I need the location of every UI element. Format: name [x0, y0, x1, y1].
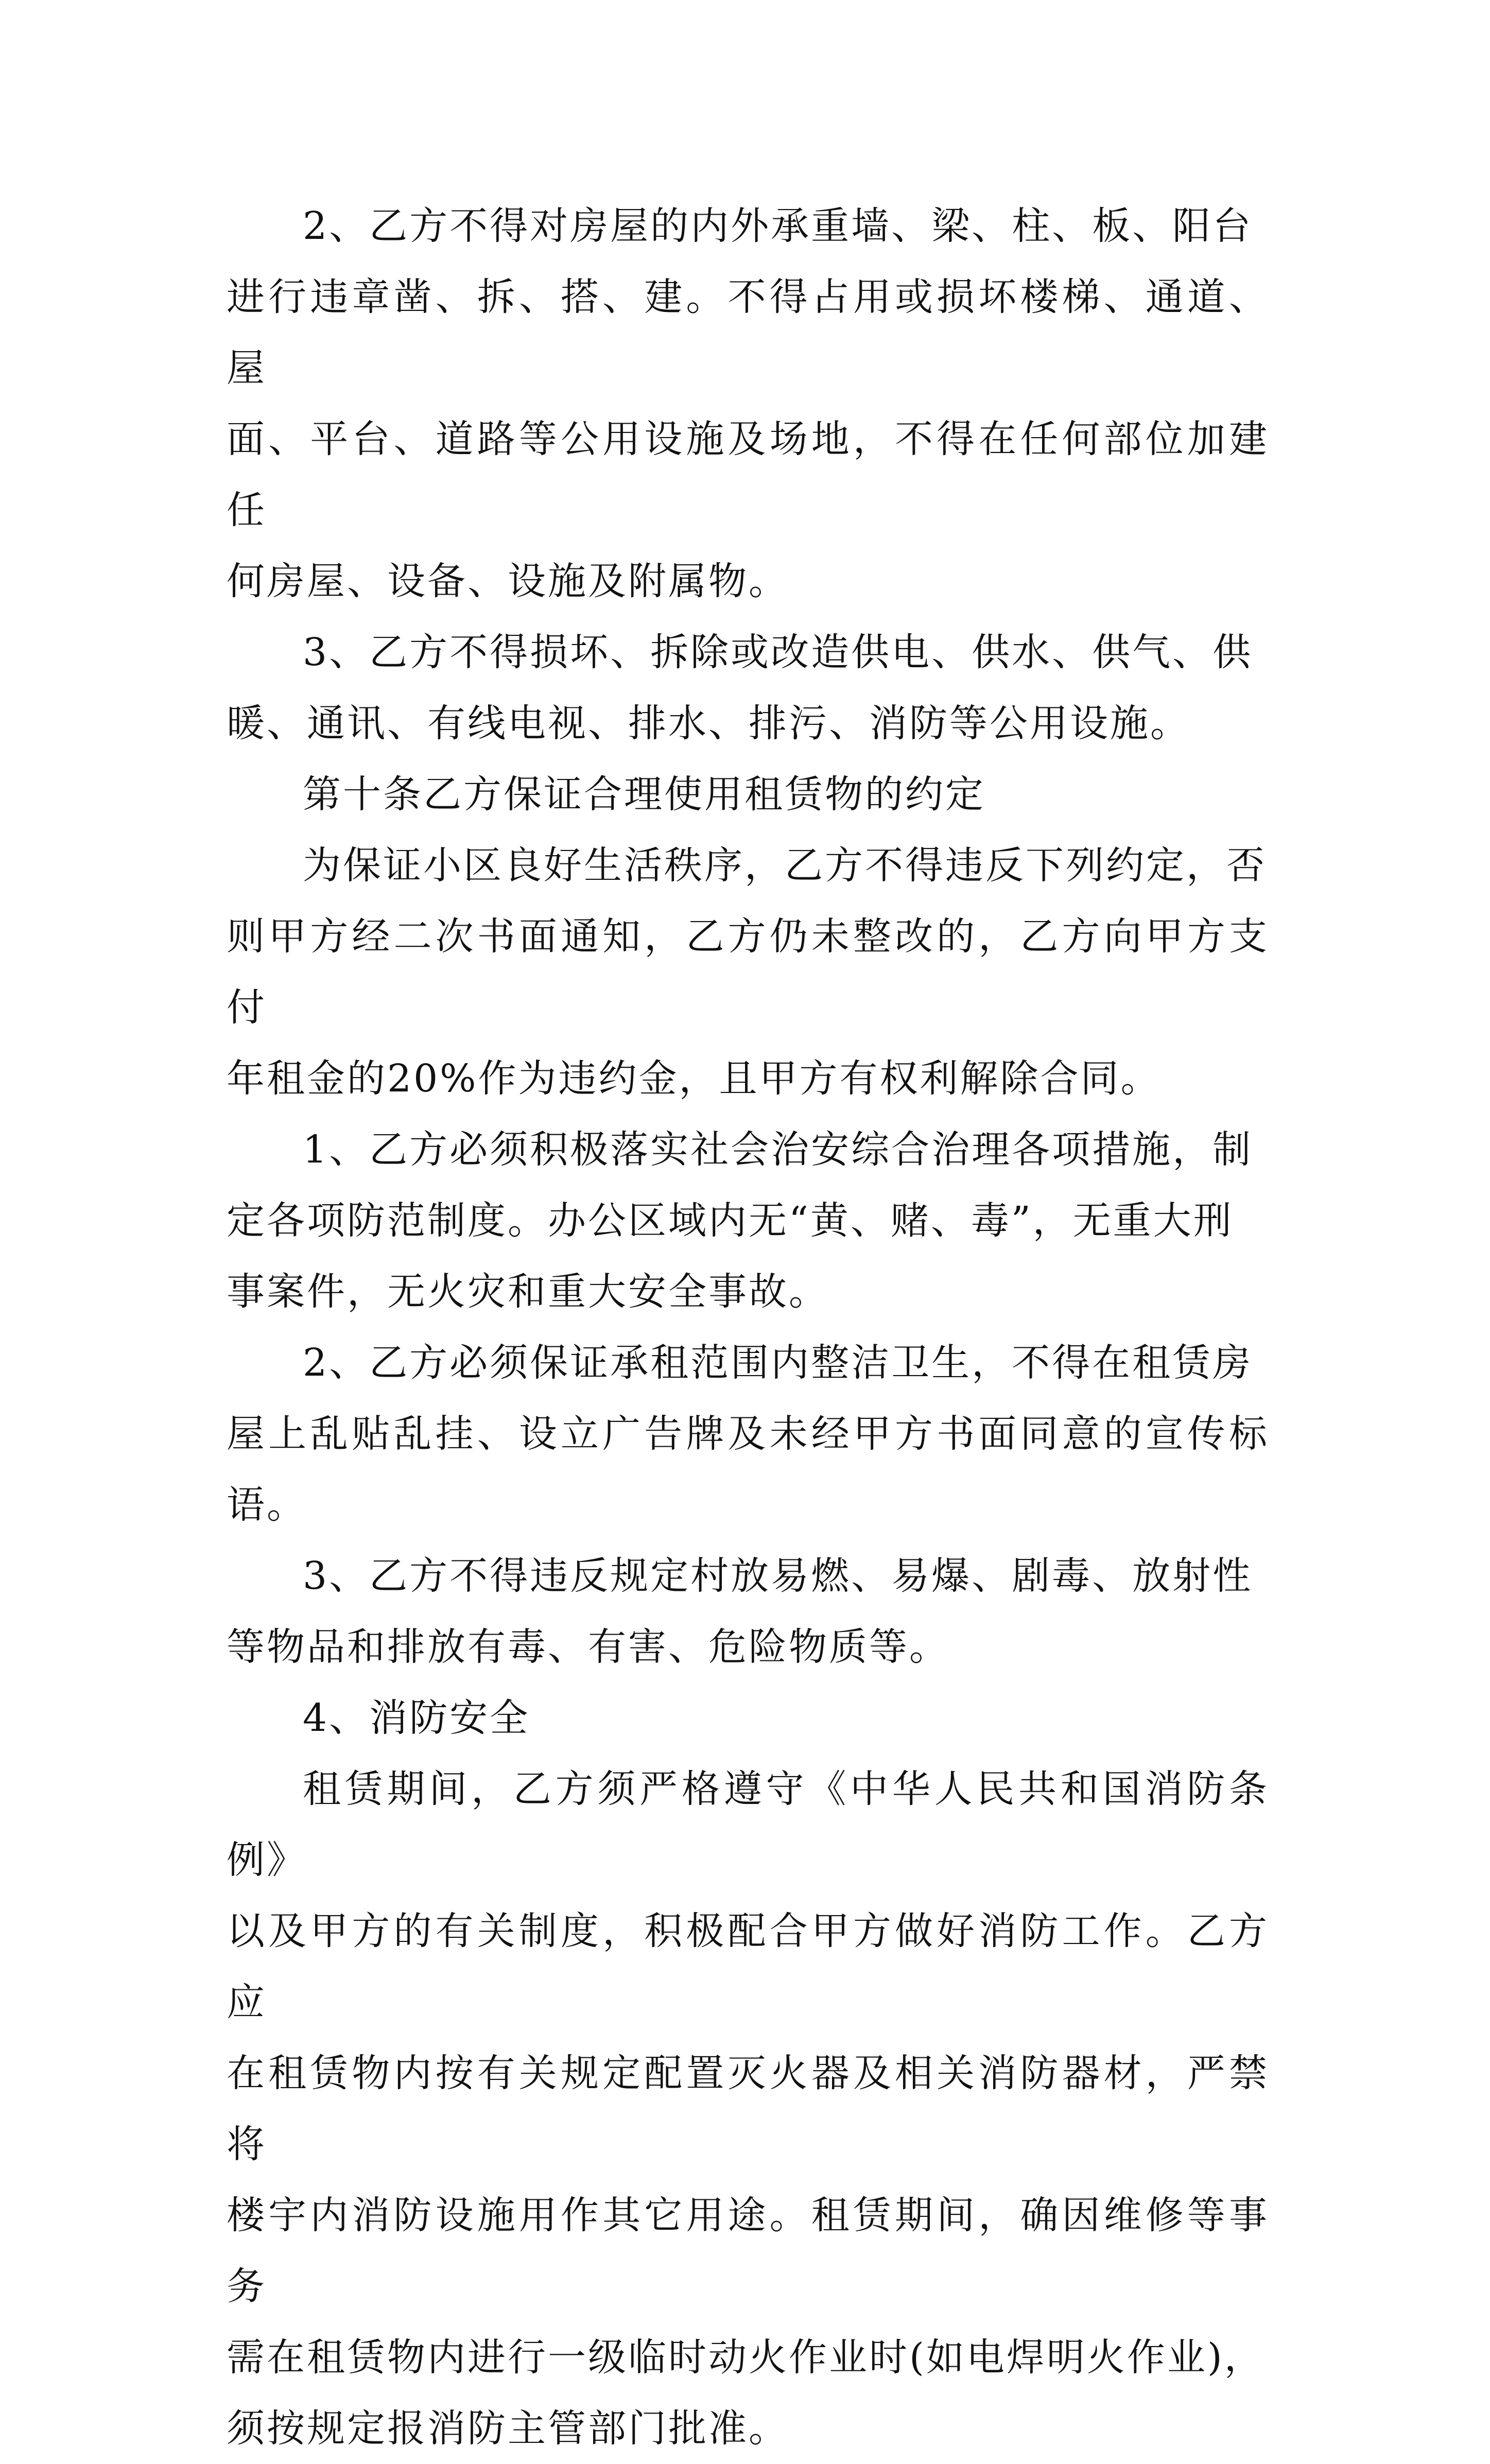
- paragraph-item-2-hygiene: 2、乙方必须保证承租范围内整洁卫生，不得在租赁房 屋上乱贴乱挂、设立广告牌及未经甲方书面同意的宣传标语。: [227, 1341, 1269, 1527]
- paragraph-item-4-heading: 4、消防安全: [303, 1696, 530, 1740]
- paragraph-clause-2-structure: 2、乙方不得对房屋的内外承重墙、梁、柱、板、阳台 进行违章凿、拆、搭、建。不得占用或损坏楼梯、通道、屋 面、平台、道路等公用设施及场地，不得在任何部位加建任 何房屋、设备、设施及附属物。: [227, 204, 1269, 603]
- paragraph-fire-safety: 租赁期间，乙方须严格遵守《中华人民共和国消防条例》 以及甲方的有关制度，积极配合甲方做好消防工作。乙方应 在租赁物内按有关规定配置灭火器及相关消防器材，严禁将 楼宇内消防设施用作其它用途。租赁期间，确因维修等事务 需在租赁物内进行一级临时动火作业时(如电焊明火作业)， 须按规定报消防主管部门批准。: [227, 1767, 1269, 2451]
- paragraph-item-1-security: 1、乙方必须积极落实社会治安综合治理各项措施，制 定各项防范制度。办公区域内无“黄、赌、毒”，无重大刑 事案件，无火灾和重大安全事故。: [227, 1127, 1253, 1314]
- paragraph-article-10-intro: 为保证小区良好生活秩序，乙方不得违反下列约定，否 则甲方经二次书面通知，乙方仍未整改的，乙方向甲方支付 年租金的20%作为违约金，且甲方有权利解除合同。: [227, 843, 1269, 1101]
- document-body: [227, 190, 1269, 2464]
- section-heading-article-10: 第十条乙方保证合理使用租赁物的约定: [303, 772, 985, 817]
- paragraph-item-3-hazardous: 3、乙方不得违反规定村放易燃、易爆、剧毒、放射性 等物品和排放有毒、有害、危险物质等。: [227, 1554, 1253, 1669]
- paragraph-clause-3-utilities: 3、乙方不得损坏、拆除或改造供电、供水、供气、供 暖、通讯、有线电视、排水、排污、消防等公用设施。: [227, 630, 1253, 745]
